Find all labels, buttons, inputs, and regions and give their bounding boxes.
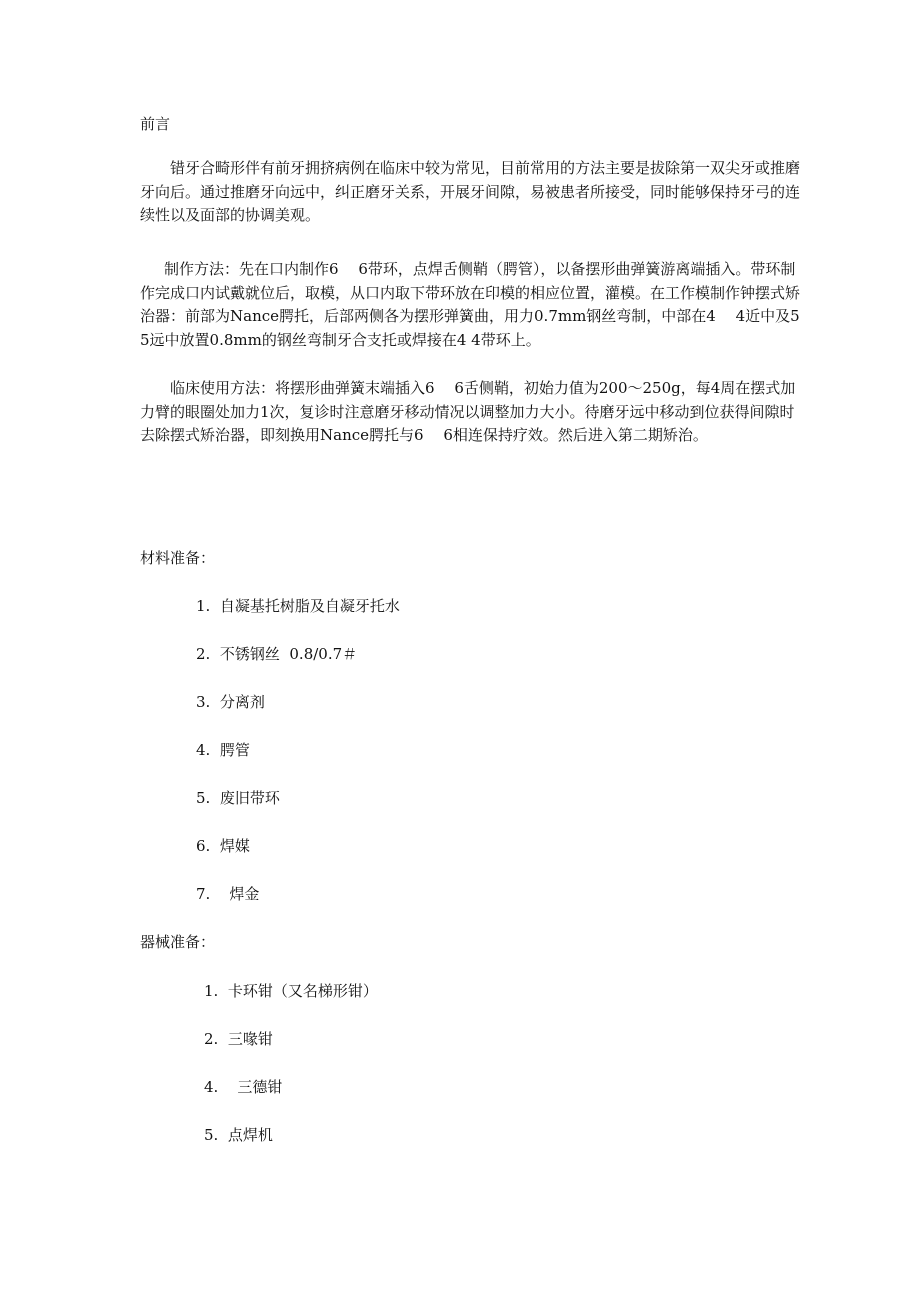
list-item: 2. 三喙钳 — [204, 1030, 273, 1048]
materials-heading: 材料准备： — [140, 549, 216, 567]
preface-heading: 前言 — [140, 115, 171, 133]
clinical-paragraph: 临床使用方法：将摆形曲弹簧末端插入6 6舌侧鞘，初始力值为200～250g，每4周在摆式加力臂的眼圈处加力1次，复诊时注意磨牙移动情况以调整加力大小。待磨牙远中移动到位获得间隙时去除摆式矫治器，即刻换用Nance腭托与6 6相连保持疗效。然后进入第二期矫治。 — [140, 379, 796, 445]
list-item: 5. 点焊机 — [204, 1126, 273, 1144]
list-item: 1. 自凝基托树脂及自凝牙托水 — [196, 597, 400, 615]
method-paragraph: 制作方法：先在口内制作6 6带环，点焊舌侧鞘（腭管），以备摆形曲弹簧游离端插入。带环制作完成口内试戴就位后，取模，从口内取下带环放在印模的相应位置，灌模。在工作模制作钟摆式矫治器：前部为Nance腭托，后部两侧各为摆形弹簧曲，用力0.7mm钢丝弯制，中部在4 4近中及5 5远中放置0.8mm的钢丝弯制牙合支托或焊接在4 4带环上。 — [140, 260, 820, 349]
list-item: 3. 分离剂 — [196, 693, 265, 711]
list-item: 7. 焊金 — [196, 885, 260, 903]
instruments-heading: 器械准备： — [140, 933, 216, 951]
list-item: 4. 三德钳 — [204, 1078, 283, 1096]
list-item: 5. 废旧带环 — [196, 789, 280, 807]
list-item: 6. 焊媒 — [196, 837, 250, 855]
list-item: 1. 卡环钳（又名梯形钳） — [204, 982, 378, 1000]
list-item: 2. 不锈钢丝 0.8/0.7＃ — [196, 645, 358, 663]
list-item: 4. 腭管 — [196, 741, 250, 759]
preface-paragraph: 错牙合畸形伴有前牙拥挤病例在临床中较为常见，目前常用的方法主要是拔除第一双尖牙或推磨牙向后。通过推磨牙向远中，纠正磨牙关系，开展牙间隙，易被患者所接受，同时能够保持牙弓的连续性以及面部的协调美观。 — [140, 159, 801, 225]
